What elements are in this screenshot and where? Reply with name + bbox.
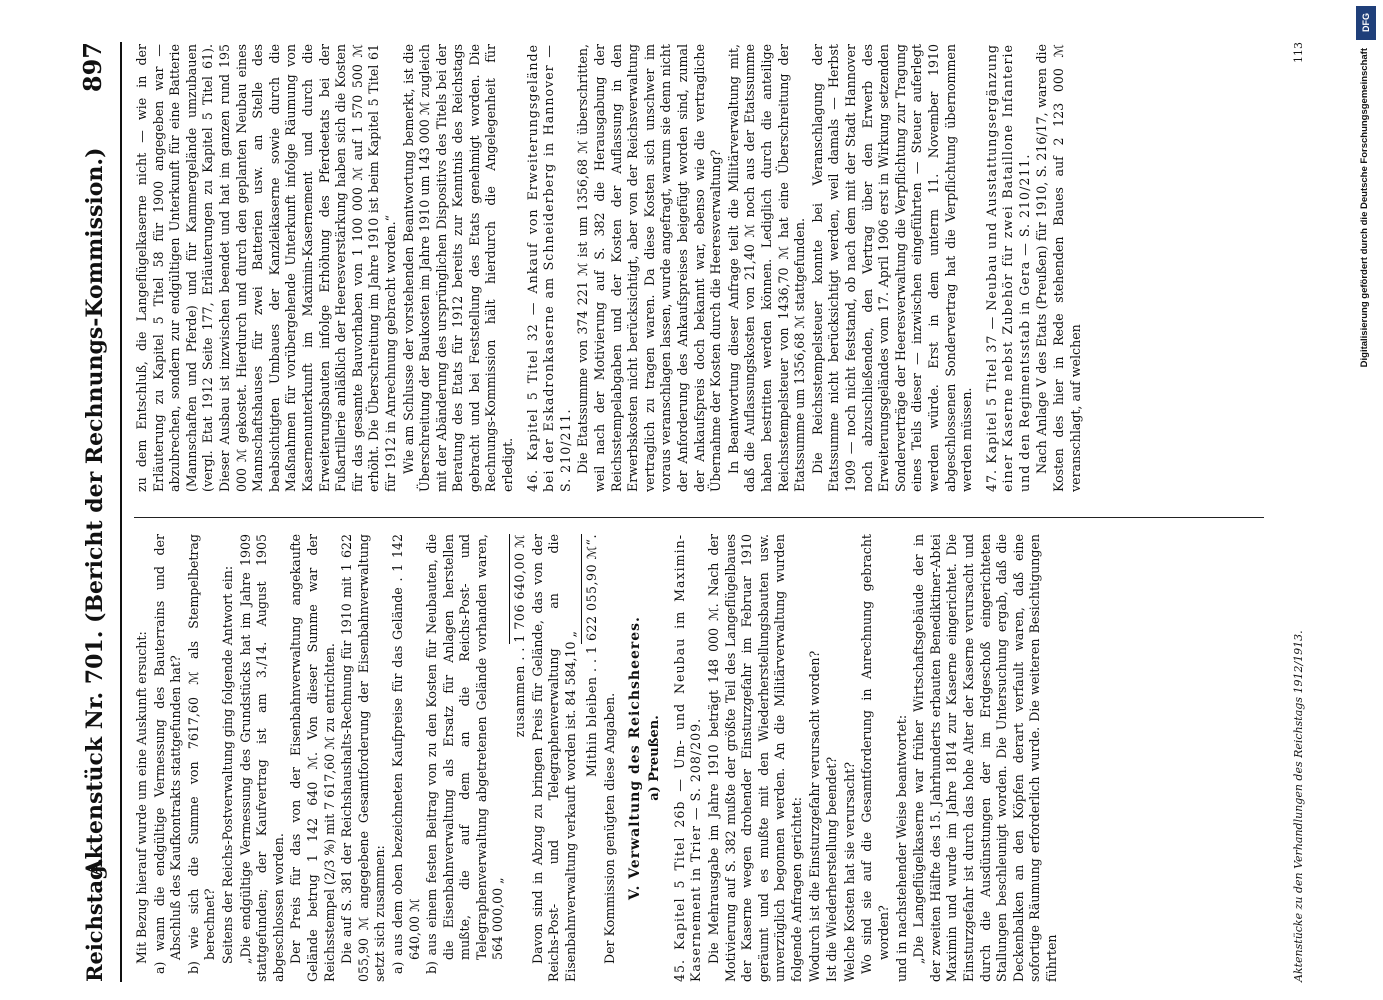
paragraph: Die Mehrausgabe im Jahre 1910 beträgt 148 000 ℳ. Nach der Motivierung auf S. 382 mußte der größte Teil des Langeflügelbaues der Kaserne wegen drohender Einsturzgefahr im Februar 1910 geräumt und es mußte mit den Wiederherstellungsbauten usw. unverzüglich begonnen werden. An die Militärverwaltung wurden folgende Anfragen gerichtet:	[706, 534, 804, 982]
page-number: 897	[78, 42, 107, 93]
sum-line: Mithin bleiben . . 1 622 055,90 ℳ“.	[584, 534, 600, 777]
header-rule	[120, 42, 122, 982]
list-item-a: a) aus dem oben bezeichneten Kaufpreise für das Gelände . 1 142 640,00 ℳ	[389, 534, 422, 974]
left-column	[134, 534, 1284, 982]
paragraph: Davon sind in Abzug zu bringen Preis für Gelände, das von der Reichs-Post- und Telegraphenverwaltung an die Eisenbahnverwaltung verkauft worden ist. 84 584,10 „	[529, 534, 578, 982]
paragraph: Nach Anlage V des Etats (Preußen) für 1910, S. 216/17, waren die Kosten des hier in Rede stehenden Baues auf 2 123 000 ℳ veranschlagt, auf welchen	[1034, 44, 1083, 492]
paragraph: Seitens der Reichs-Postverwaltung ging folgende Antwort ein:	[219, 565, 235, 964]
digitization-sidebar	[1351, 0, 1381, 1000]
sum-rule	[509, 534, 510, 644]
question: Ist die Wiederherstellung beendet?	[824, 756, 840, 982]
question: Welche Kosten hat sie verursacht?	[841, 761, 857, 982]
question: Wodurch ist die Einsturzgefahr verursacht worden?	[806, 650, 822, 982]
paragraph: Die Etatssumme von 374 221 ℳ ist um 1356,68 ℳ überschritten, weil nach der Motivierung auf S. 382 die Herausgabung der Reichsstempelabgaben und der Kosten der Auflassung in den Erwerbskosten nicht berücksichtigt, aber von der Reichsverwaltung vertraglich zu tragen waren. Da diese Kosten sich unschwer im voraus veranschlagen lassen, wurde angefragt, warum sie denn nicht der Anforderung des Ankaufspreises beigefügt worden sind, zumal der Ankaufspreis doch bekannt war, ebenso wie die vertragliche Übernahme der Kosten durch die Heeresverwaltung?	[575, 44, 724, 492]
dfg-logo-icon: DFG	[1356, 6, 1376, 40]
question-b: b) wie sich die Summe von 7617,60 ℳ als Stempelbetrag berechnet?	[185, 534, 218, 974]
right-column	[134, 44, 1284, 492]
scanned-page	[40, 0, 1340, 1000]
paragraph: Mit Bezug hierauf wurde um eine Auskunft ersucht:	[134, 631, 149, 964]
footer-right: 113	[1292, 42, 1305, 63]
column-divider	[134, 517, 1264, 518]
subsection-title: a) Preußen.	[647, 715, 663, 801]
paragraph: zu dem Entschluß, die Langeflügelkaserne nicht — wie in der Erläuterung zu Kapitel 5 Titel 58 für 1900 angegeben war — abzubrechen, sondern zur endgültigen Unterkunft für eine Batterie (Mannschaften und Pferde) und für Kammergelände umzubauen (vergl. Etat 1912 Seite 177, Erläuterungen zu Kapitel 5 Titel 61). Dieser Ausbau ist inzwischen beendet und hat im ganzen rund 195 000 ℳ gekostet. Hierdurch und durch den geplanten Neubau eines Mannschaftshauses für zwei Batterien usw. an Stelle des beabsichtigten Umbaues der Kanzleikaserne sowie durch die Maßnahmen für vorübergehende Unterkunft infolge Räumung von Kasernenunterkunft im Maximin-Kasernement und durch die Erweiterungsbauten infolge Erhöhung des Pferdeetats bei der Fußartillerie anläßlich der Heeresverstärkung haben sich die Kosten für das gesamte Bauvorhaben von 1 100 000 ℳ auf 1 570 500 ℳ erhöht. Die Überschreitung im Jahre 1910 ist beim Kapitel 5 Titel 61 für 1912 in Anrechnung gebracht worden.“	[134, 44, 398, 492]
list-item-b: b) aus einem festen Beitrag von zu den Kosten für Neubauten, die die Eisenbahnverwaltung als Ersatz für Anlagen herstellen mußte, die auf dem an die Reichs-Post- und Telegraphenverwaltung abgetretenen Gelände vorhanden waren, 564 000,00 „	[424, 534, 506, 974]
paragraph: „Die Langeflügelkaserne war früher Wirtschaftsgebäude der in der zweiten Hälfte des 15. Jahrhunderts erbauten Benediktiner-Abtei Maximin und wurde im Jahre 1814 zur Kaserne eingerichtet. Die Einsturzgefahr ist durch das hohe Alter der Kaserne verursacht und durch die Ausdünstungen der im Erdgeschoß eingerichteten Stallungen beschleunigt worden. Die Untersuchung ergab, daß die Deckenbalken an den Köpfen derart verfault waren, daß eine sofortige Räumung erforderlich wurde. Die weiteren Besichtigungen führten	[911, 534, 1059, 982]
item-heading: 46. Kapitel 5 Titel 32 — Ankauf von Erweiterungsgelände bei der Eskadronkaserne am Schneiderberg in Hannover — S. 210/211.	[524, 44, 573, 492]
paragraph: und in nachstehender Weise beantwortet:	[893, 714, 909, 982]
paragraph: Der Kommission genügten diese Angaben.	[602, 692, 618, 964]
paragraph: In Beantwortung dieser Anfrage teilt die Militärverwaltung mit, daß die Auflassungskosten von 21,40 ℳ noch aus der Etatssumme haben bestritten werden können. Lediglich durch die anteilige Reichsstempelsteuer von 1436,70 ℳ hat eine Überschreitung der Etatssumme um 1356,68 ℳ stattgefunden.	[725, 44, 808, 492]
footer-left: Aktenstücke zu den Verhandlungen des Reichstags 1912/1913.	[1292, 630, 1305, 982]
paragraph: „Die endgültige Vermessung des Grundstücks hat im Jahre 1909 stattgefunden; der Kaufvertrag ist am 3./14. August 1905 abgeschlossen worden.	[237, 534, 286, 982]
sum-line: zusammen . . 1 706 640,00 ℳ	[512, 534, 528, 738]
item-heading: 47. Kapitel 5 Titel 37 — Neubau und Ausstattungsergänzung einer Kaserne nebst Zubehör für zwei Bataillone Infanterie und den Regimentsstab in Gera — S. 210/211.	[983, 44, 1032, 492]
sum-rule	[581, 534, 582, 644]
funding-notice: Digitalisierung gefördert durch die Deutsche Forschungsgemeinschaft	[1359, 48, 1370, 368]
question-a: a) wann die endgültige Vermessung des Bauterrains und der Abschluß des Kaufkontrakts stattgefunden hat?	[151, 534, 184, 974]
question: Wo sind sie auf die Gesamtforderung in Anrechnung gebracht worden?	[859, 534, 891, 974]
paragraph: Die Reichsstempelsteuer konnte bei Veranschlagung der Etatssumme nicht berücksichtigt werden, weil damals — Herbst 1909 — noch nicht feststand, ob nach dem mit der Stadt Hannover noch abzuschließenden, den Vertrag über den Erwerb des Erweiterungsgeländes vom 17. April 1906 erst in Wirkung setzenden Sonderverträge der Heeresverwaltung die Verpflichtung zur Tragung eines Teils dieser — inzwischen eingeführten — Steuer auferlegt werden würde. Erst in dem unterm 11. November 1910 abgeschlossenen Sondervertrag hat die Verpflichtung übernommen werden müssen.	[809, 44, 975, 492]
item-heading: 45. Kapitel 5 Titel 26b — Um- und Neubau im Maximin-Kasernement in Trier — S. 208/209.	[671, 534, 704, 982]
header-left: Reichstag.	[82, 858, 107, 982]
paragraph: Der Preis für das von der Eisenbahnverwaltung angekaufte Gelände betrug 1 142 640 ℳ. Von dieser Summe war der Reichsstempel (2/3 %) mit 7 617,60 ℳ zu entrichten.	[288, 534, 337, 982]
paragraph: Die auf S. 381 der Reichshaushalts-Rechnung für 1910 mit 1 622 055,90 ℳ angegebene Gesamtforderung der Eisenbahnverwaltung setzt sich zusammen:	[339, 534, 388, 982]
header-center: Aktenstück Nr. 701. (Bericht der Rechnungs-Kommission.)	[82, 147, 108, 877]
running-header	[78, 42, 114, 982]
section-title: V. Verwaltung des Reichsheeres.	[626, 616, 643, 900]
paragraph: Wie am Schlusse der vorstehenden Beantwortung bemerkt, ist die Überschreitung der Baukosten im Jahre 1910 um 143 000 ℳ zugleich mit der Abänderung des ursprünglichen Dispositivs des Titels bei der Beratung des Etats für 1912 bereits zur Kenntnis des Reichstags gebracht und bei Feststellung des Etats genehmigt worden. Die Rechnungs-Kommission hält hierdurch die Angelegenheit für erledigt.	[400, 44, 516, 492]
